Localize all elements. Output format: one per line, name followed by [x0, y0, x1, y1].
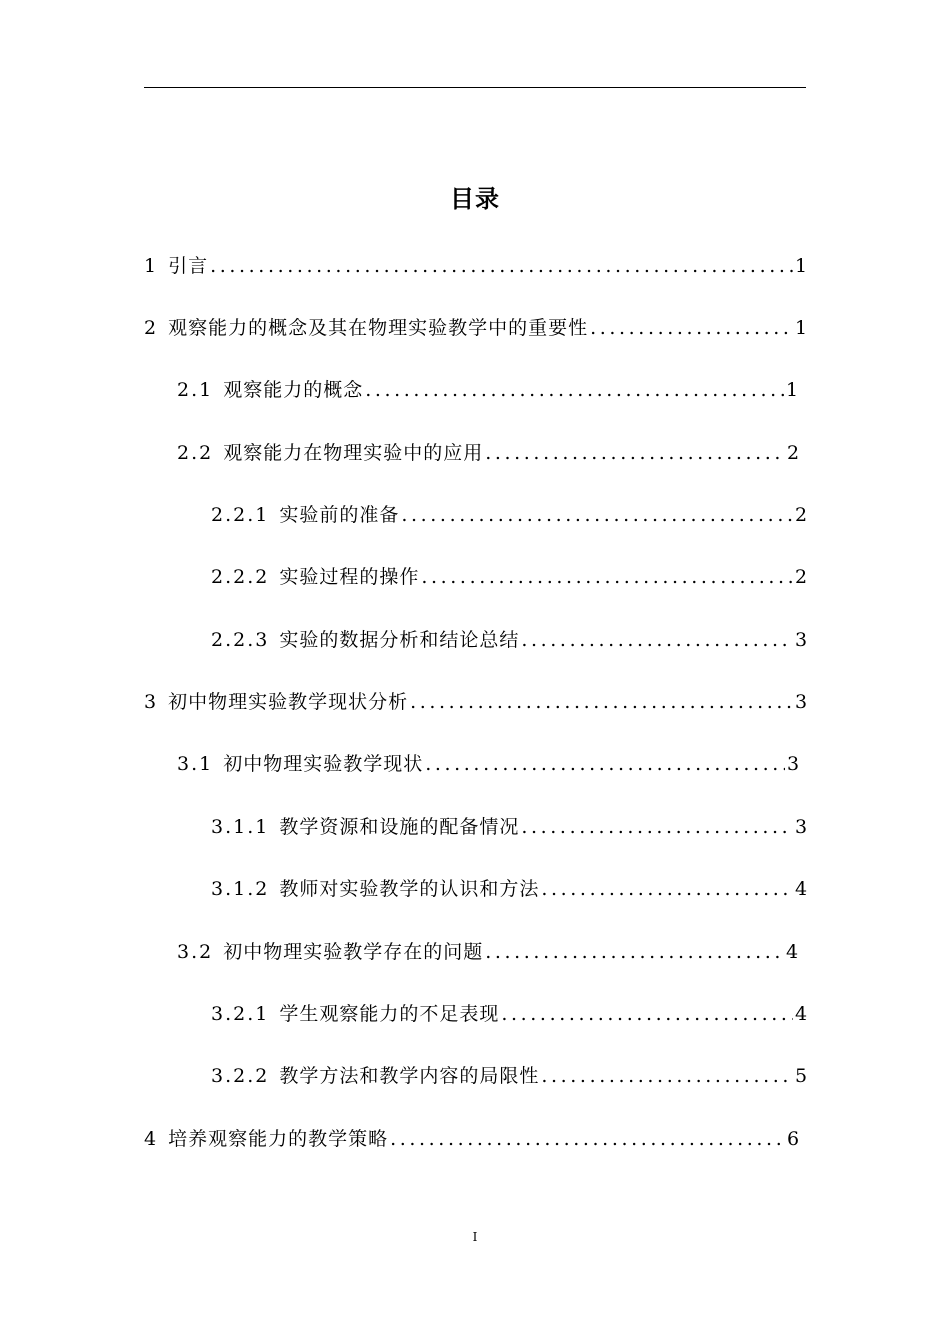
toc-entry-number: 3.2.1	[211, 1003, 270, 1025]
toc-entry-number: 2.2.1	[211, 504, 270, 526]
toc-entry-title: 实验的数据分析和结论总结	[279, 629, 520, 651]
toc-dot-leader	[590, 313, 793, 343]
toc-entry[interactable]	[144, 687, 806, 717]
toc-dot-leader	[425, 749, 785, 779]
toc-dot-leader	[421, 562, 793, 592]
toc-entry-page: 4	[786, 941, 799, 963]
toc-entry[interactable]	[211, 562, 806, 592]
toc-dot-leader	[410, 687, 793, 717]
toc-entry-page: 1	[795, 255, 808, 277]
toc-dot-leader	[485, 438, 785, 468]
toc-entry-page: 1	[795, 317, 808, 339]
toc-entry-title: 教学方法和教学内容的局限性	[279, 1065, 540, 1087]
toc-dot-leader	[210, 251, 793, 281]
toc-entry-page: 3	[795, 691, 808, 713]
toc-entry[interactable]	[211, 999, 806, 1029]
toc-entry[interactable]	[144, 313, 806, 343]
toc-entry-page: 2	[787, 442, 800, 464]
toc-entry-number: 3.2	[177, 941, 214, 963]
toc-entry-number: 2.1	[177, 379, 214, 401]
toc-entry-page: 3	[795, 816, 808, 838]
toc-dot-leader	[521, 812, 793, 842]
toc-entry[interactable]	[177, 749, 798, 779]
toc-entry-number: 3	[144, 691, 159, 713]
toc-entry-title: 教师对实验教学的认识和方法	[279, 878, 540, 900]
toc-entry-number: 2.2.3	[211, 629, 270, 651]
toc-dot-leader	[365, 375, 784, 405]
toc-entry-number: 3.1	[177, 753, 214, 775]
toc-dot-leader	[390, 1124, 785, 1154]
toc-entry-title: 引言	[168, 255, 209, 277]
toc-entry[interactable]	[211, 500, 806, 530]
toc-entry-title: 初中物理实验教学现状	[223, 753, 424, 775]
toc-entry-title: 观察能力的概念	[223, 379, 364, 401]
toc-entry-number: 2.2.2	[211, 566, 270, 588]
toc-entry-page: 1	[786, 379, 799, 401]
toc-dot-leader	[485, 937, 784, 967]
page-number-footer: I	[472, 1230, 478, 1244]
toc-entry-title: 实验前的准备	[279, 504, 400, 526]
toc-entry-page: 4	[795, 1003, 808, 1025]
toc-entry[interactable]	[177, 375, 797, 405]
toc-entry-page: 2	[795, 504, 808, 526]
toc-entry-title: 教学资源和设施的配备情况	[279, 816, 520, 838]
toc-entry[interactable]	[211, 874, 806, 904]
toc-entry-number: 2.2	[177, 442, 214, 464]
toc-entry-title: 培养观察能力的教学策略	[168, 1128, 389, 1150]
toc-entry-title: 观察能力在物理实验中的应用	[223, 442, 484, 464]
toc-entry-title: 初中物理实验教学现状分析	[168, 691, 409, 713]
toc-entry-page: 5	[795, 1065, 808, 1087]
toc-title: 目录	[450, 185, 500, 213]
toc-entry-page: 3	[787, 753, 800, 775]
toc-entry-title: 实验过程的操作	[279, 566, 420, 588]
toc-entry-number: 3.1.2	[211, 878, 270, 900]
toc-entry-title: 学生观察能力的不足表现	[279, 1003, 500, 1025]
toc-entry[interactable]	[177, 937, 797, 967]
toc-entry[interactable]	[144, 1124, 798, 1154]
toc-entry-number: 1	[144, 255, 159, 277]
toc-entry-page: 4	[795, 878, 808, 900]
toc-entry-number: 3.2.2	[211, 1065, 270, 1087]
toc-dot-leader	[501, 999, 793, 1029]
toc-entry[interactable]	[211, 812, 806, 842]
toc-entry[interactable]	[211, 1061, 806, 1091]
toc-entry[interactable]	[177, 438, 798, 468]
toc-entry-number: 3.1.1	[211, 816, 270, 838]
toc-dot-leader	[401, 500, 793, 530]
toc-entry-page: 2	[795, 566, 808, 588]
toc-entry-title: 观察能力的概念及其在物理实验教学中的重要性	[168, 317, 589, 339]
toc-entry-number: 2	[144, 317, 159, 339]
toc-entry-page: 3	[795, 629, 808, 651]
toc-entry-page: 6	[787, 1128, 800, 1150]
toc-dot-leader	[541, 1061, 793, 1091]
toc-dot-leader	[541, 874, 793, 904]
toc-entry[interactable]	[211, 625, 806, 655]
toc-entry-number: 4	[144, 1128, 159, 1150]
toc-entry-title: 初中物理实验教学存在的问题	[223, 941, 484, 963]
toc-entry[interactable]	[144, 251, 806, 281]
toc-dot-leader	[521, 625, 793, 655]
